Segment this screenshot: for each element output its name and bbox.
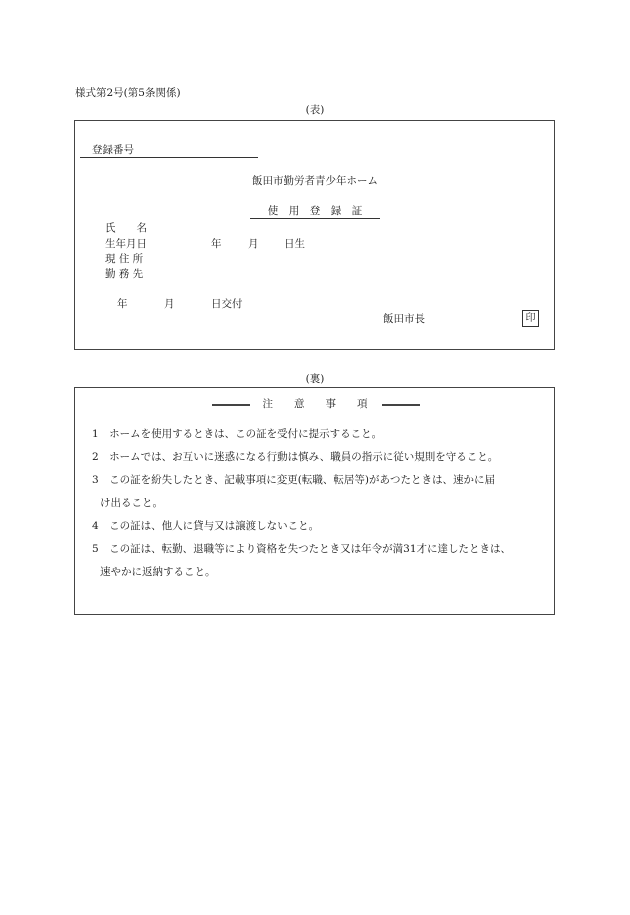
address-label: 現 住 所 [105,253,144,265]
facility-name: 飯田市勤労者青少年ホーム [252,175,378,187]
note-line: 速やかに返納すること。 [100,566,216,578]
certificate-title: 使 用 登 録 証 [250,205,380,219]
note-line: け出ること。 [100,497,163,509]
issued-month-label: 月 [164,298,175,310]
note-line: 1 ホームを使用するときは、この証を受付に提示すること。 [92,428,383,440]
birth-month-label: 月 [248,238,259,250]
note-line: 4 この証は、他人に貸与又は譲渡しないこと。 [92,520,320,532]
note-line: 2 ホームでは、お互いに迷惑になる行動は慎み、職員の指示に従い規則を守ること。 [92,451,499,463]
registration-number-label: 登録番号 [92,144,134,156]
registration-number-field [80,144,258,158]
back-side-label: (裏) [305,373,325,385]
birthdate-label: 生年月日 [105,238,147,250]
form-number: 様式第2号(第5条関係) [75,87,181,99]
title-rule-left [212,404,250,406]
birth-year-label: 年 [211,238,222,250]
note-line: 5 この証は、転勤、退職等により資格を失つたとき又は年令が満31才に達したときは、 [92,543,512,555]
workplace-label: 勤 務 先 [105,268,144,280]
mayor-label: 飯田市長 [383,313,425,325]
note-line: 3 この証を紛失したとき、記載事項に変更(転職、転居等)があつたときは、速かに届 [92,474,495,486]
seal-stamp-box: 印 [522,310,539,327]
issued-year-label: 年 [117,298,128,310]
notes-title: 注 意 事 項 [262,398,368,410]
front-side-label: (表) [305,104,325,116]
issued-day-label: 日交付 [211,298,243,310]
birth-day-label: 日生 [284,238,305,250]
name-label: 氏 名 [105,222,147,234]
title-rule-right [382,404,420,406]
